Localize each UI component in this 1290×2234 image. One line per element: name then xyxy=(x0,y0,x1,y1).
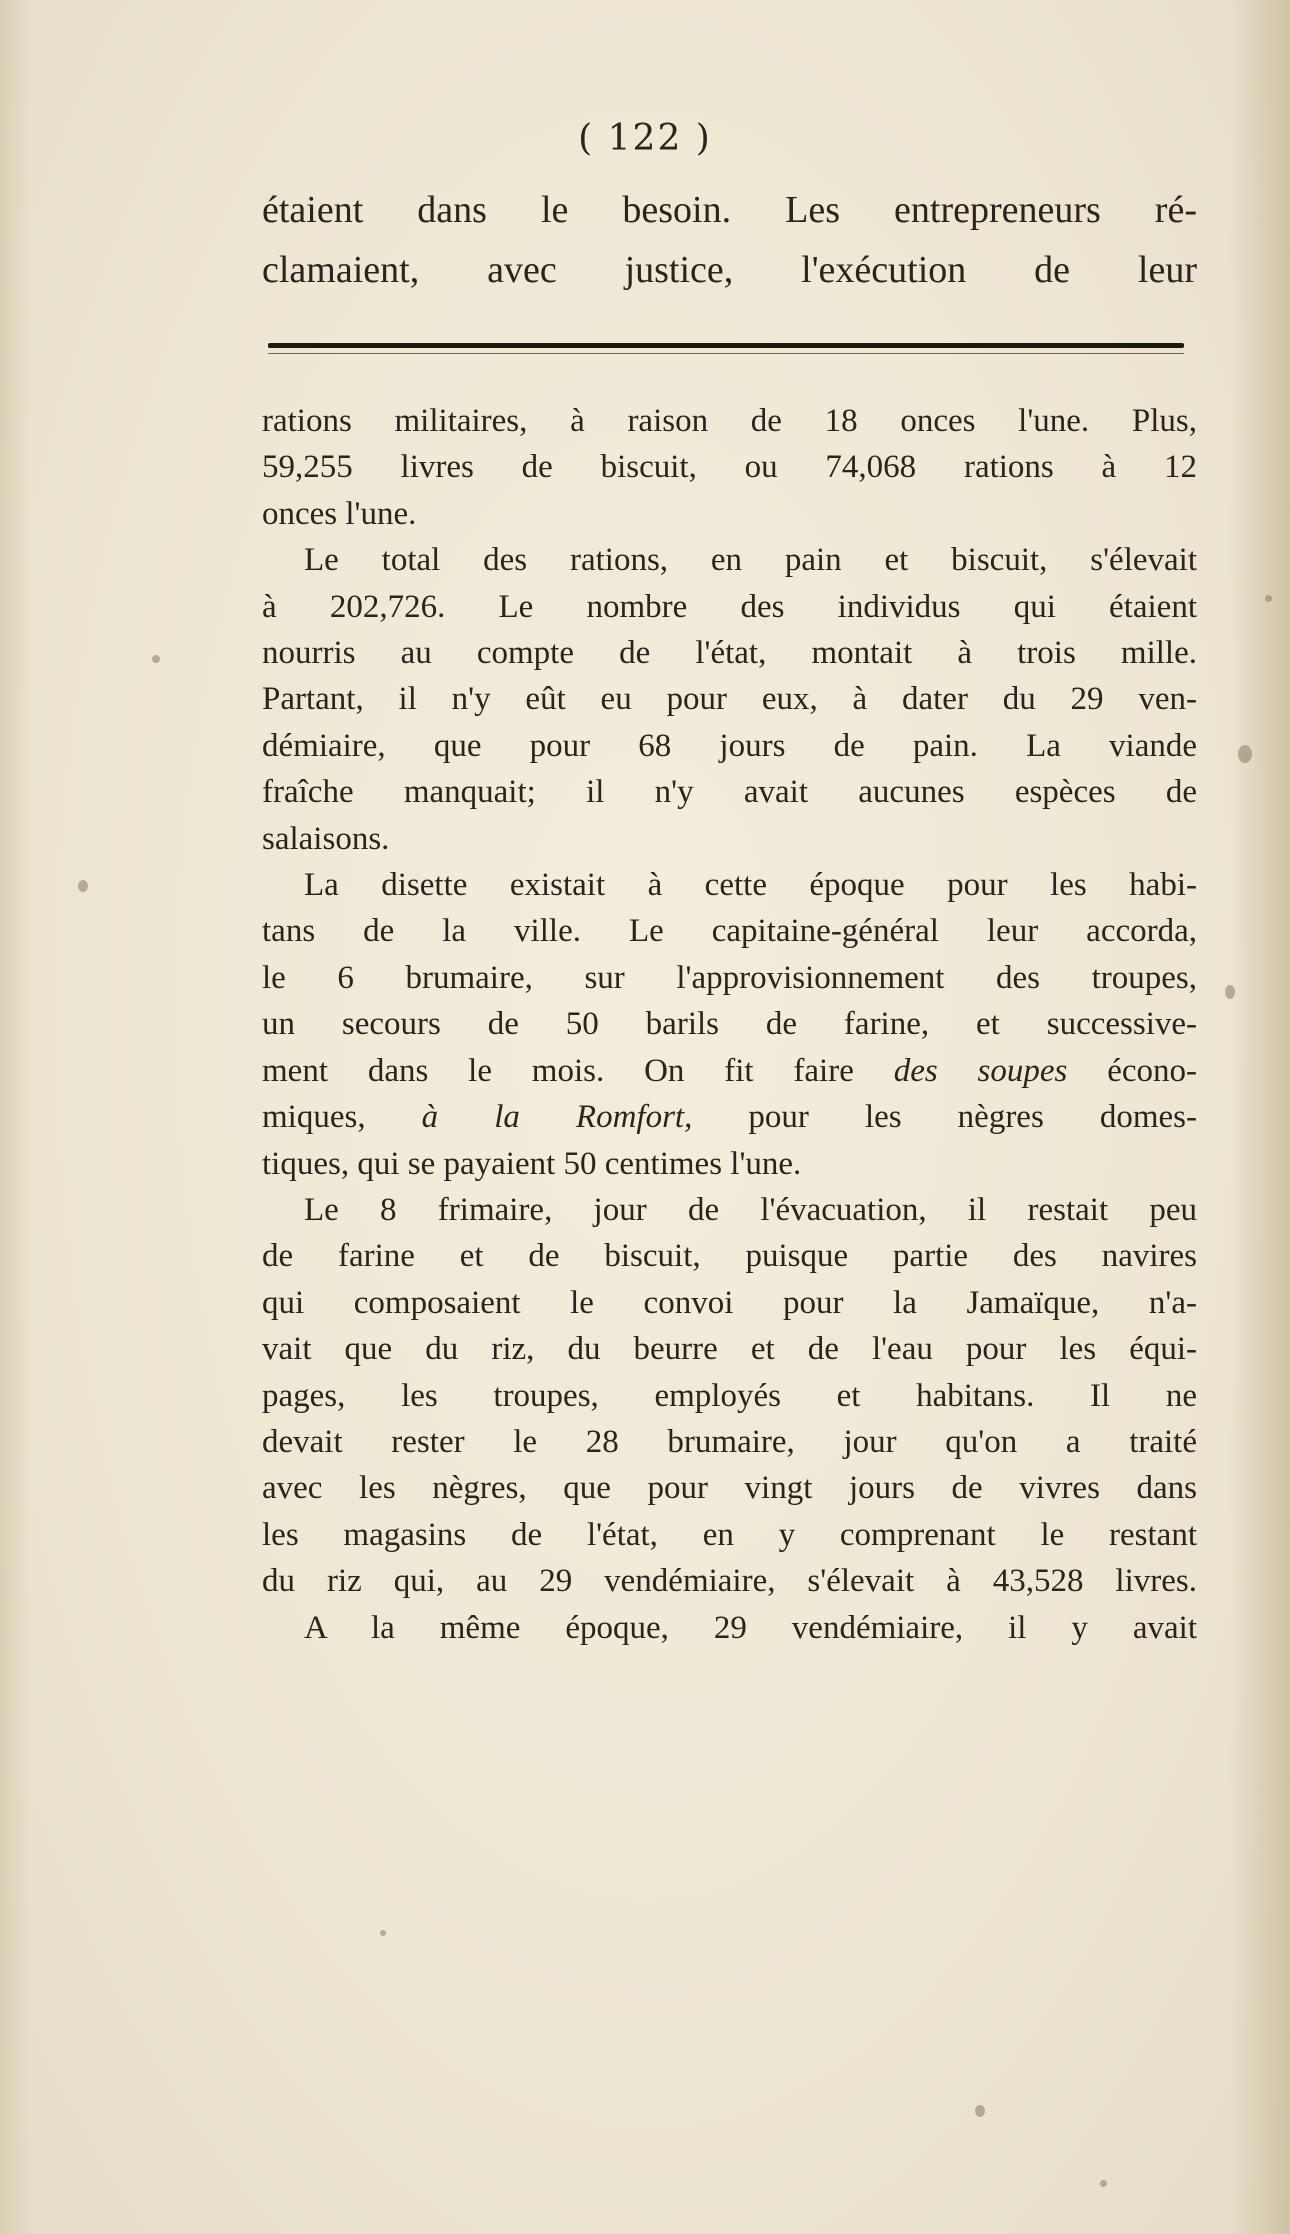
text-run: ment dans le mois. On fit faire xyxy=(262,1052,854,1089)
text-run: pour les nègres domes- xyxy=(748,1099,1197,1136)
text-line: démiaire, que pour 68 jours de pain. La viande xyxy=(262,727,1197,764)
paper-speck xyxy=(1265,595,1272,602)
page-number: ( 122 ) xyxy=(578,118,712,159)
text-line: du riz qui, au 29 vendémiaire, s'élevait à 43,528 livres. xyxy=(262,1563,1197,1600)
text-line: étaient dans le besoin. Les entrepreneurs ré- xyxy=(262,189,1197,231)
text-run: miques, xyxy=(262,1099,366,1136)
italic-phrase: à la Romfort, xyxy=(421,1099,693,1136)
text-above-rule xyxy=(262,180,1197,300)
text-line: onces l'une. xyxy=(262,495,417,532)
paper-speck xyxy=(1238,745,1252,763)
text-line: avec les nègres, que pour vingt jours de vivres dans xyxy=(262,1470,1197,1507)
text-line: Le total des rations, en pain et biscuit, s'élevait xyxy=(304,542,1197,579)
paper-speck xyxy=(380,1930,386,1936)
text-line: A la même époque, 29 vendémiaire, il y avait xyxy=(304,1609,1197,1646)
page-edge-shadow xyxy=(1230,0,1290,2234)
body-text xyxy=(262,398,1197,1651)
section-rule-thin xyxy=(268,353,1184,354)
text-line: Partant, il n'y eût eu pour eux, à dater du 29 ven- xyxy=(262,681,1197,718)
text-line-mixed xyxy=(262,1094,1197,1140)
text-line: tiques, qui se payaient 50 centimes l'une. xyxy=(262,1145,802,1182)
text-line: qui composaient le convoi pour la Jamaïque, n'a- xyxy=(262,1284,1197,1321)
text-line: à 202,726. Le nombre des individus qui étaient xyxy=(262,588,1197,625)
section-rule xyxy=(268,343,1184,348)
text-line: rations militaires, à raison de 18 onces l'une. Plus, xyxy=(262,403,1197,439)
paper-speck xyxy=(78,880,88,892)
text-line: pages, les troupes, employés et habitans. Il ne xyxy=(262,1377,1197,1414)
paper-speck xyxy=(152,655,160,663)
paper-speck xyxy=(1225,985,1235,999)
text-line: nourris au compte de l'état, montait à trois mille. xyxy=(262,635,1197,672)
text-line: tans de la ville. Le capitaine-général leur accorda, xyxy=(262,913,1197,950)
text-line: de farine et de biscuit, puisque partie des navires xyxy=(262,1238,1197,1275)
text-line-mixed xyxy=(262,1048,1197,1094)
text-line: clamaient, avec justice, l'exécution de leur xyxy=(262,249,1197,291)
text-line: le 6 brumaire, sur l'approvisionnement des troupes, xyxy=(262,959,1197,996)
text-line: fraîche manquait; il n'y avait aucunes espèces de xyxy=(262,774,1197,811)
text-line: La disette existait à cette époque pour les habi- xyxy=(304,867,1197,904)
text-line: vait que du riz, du beurre et de l'eau pour les équi- xyxy=(262,1331,1197,1368)
page-gutter-shadow xyxy=(0,0,30,2234)
italic-phrase: des soupes xyxy=(893,1052,1068,1089)
paper-speck xyxy=(975,2105,985,2117)
text-line: Le 8 frimaire, jour de l'évacuation, il restait peu xyxy=(304,1191,1197,1228)
text-line: salaisons. xyxy=(262,820,390,857)
text-line: 59,255 livres de biscuit, ou 74,068 rations à 12 xyxy=(262,449,1197,486)
text-line: un secours de 50 barils de farine, et successive- xyxy=(262,1006,1197,1043)
text-run: écono- xyxy=(1107,1052,1198,1089)
text-line: devait rester le 28 brumaire, jour qu'on a traité xyxy=(262,1423,1197,1460)
text-line: les magasins de l'état, en y comprenant le restant xyxy=(262,1516,1197,1553)
paper-speck xyxy=(1100,2180,1107,2187)
